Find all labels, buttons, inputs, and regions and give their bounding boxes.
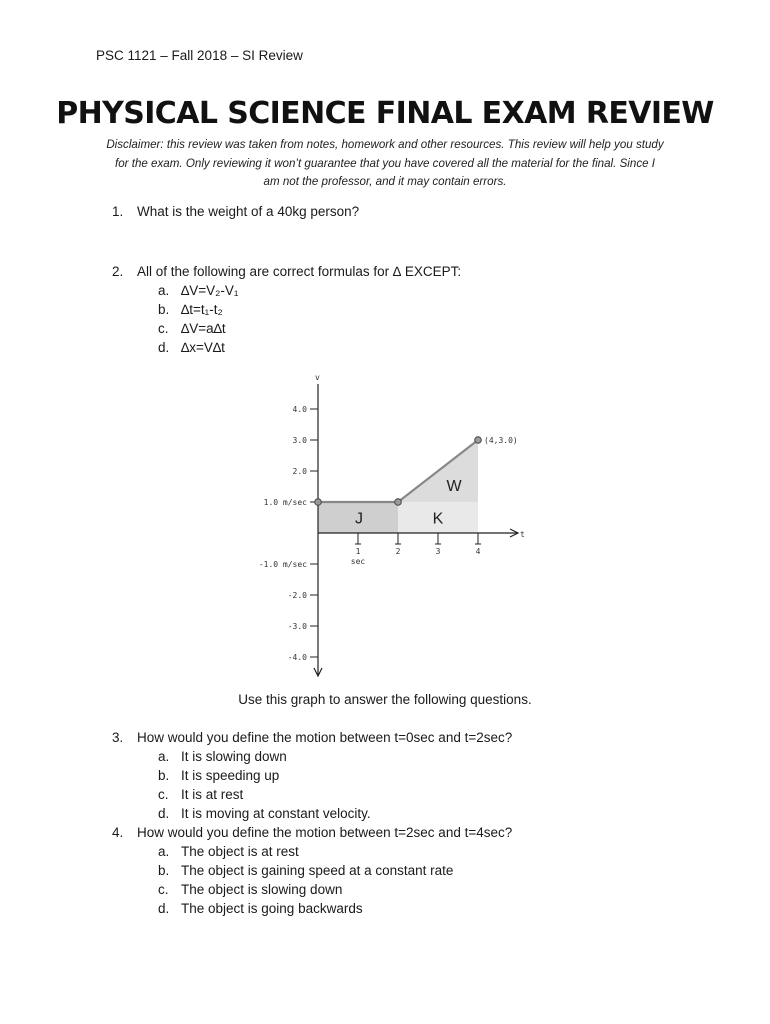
data-point [395,499,402,506]
x-axis-label: t [520,530,525,539]
option-letter: b. [158,302,170,317]
region-label-w: W [446,478,462,495]
option-text: ∆V=a∆t [181,321,226,336]
region-label-j: J [355,510,363,528]
x-tick-label: 4 [475,547,481,556]
option-letter: d. [158,901,170,916]
region-label-k: K [432,510,444,528]
disclaimer-line-2: for the exam. Only reviewing it won’t guarantee that you have covered all the material for the final. Since I [114,156,656,170]
option-letter: b. [158,863,170,878]
y-tick-label: 4.0 [292,405,307,414]
option-text: It is slowing down [181,749,287,764]
option-letter: c. [158,321,169,336]
option-text: ∆x=V∆t [181,340,225,355]
option-letter: c. [158,882,169,897]
question-number: 2. [112,264,124,279]
x-tick-unit: sec [350,557,366,566]
velocity-time-graph [240,366,540,697]
disclaimer-line-1: Disclaimer: this review was taken from notes, homework and other resources. This review will help you study [106,138,664,151]
y-tick-label: 3.0 [292,436,307,445]
option-text: The object is going backwards [181,901,363,916]
x-tick-label: 3 [435,547,441,556]
page-title: PHYSICAL SCIENCE FINAL EXAM REVIEW [56,96,714,131]
disclaimer-line-3: am not the professor, and it may contain errors. [263,175,507,188]
option-text: ∆V=V₂-V₁ [181,283,239,298]
data-point [475,437,482,444]
option-letter: d. [158,806,170,821]
option-text: The object is at rest [181,844,299,859]
point-label: (4,3.0) [484,436,518,445]
y-tick-label: -3.0 [287,622,307,631]
question-number: 1. [112,204,124,219]
y-axis-label: v [315,373,320,382]
option-letter: b. [158,768,170,783]
option-text: The object is slowing down [181,882,343,897]
question-text: How would you define the motion between t=0sec and t=2sec? [137,730,513,745]
x-tick-label: 1 [355,547,361,556]
disclaimer [96,136,674,192]
question-text: All of the following are correct formulas for ∆ EXCEPT: [137,264,462,279]
question-text: What is the weight of a 40kg person? [137,204,360,219]
question-number: 4. [112,825,124,840]
option-letter: a. [158,283,170,298]
option-letter: c. [158,787,169,802]
option-text: It is at rest [181,787,244,802]
x-tick-label: 2 [395,547,401,556]
graph-caption: Use this graph to answer the following questions. [238,692,532,707]
option-text: The object is gaining speed at a constant rate [181,863,454,878]
question-number: 3. [112,730,124,745]
option-letter: a. [158,749,170,764]
data-point [315,499,322,506]
option-text: It is moving at constant velocity. [181,806,371,821]
graph-svg [240,366,540,692]
question-text: How would you define the motion between t=2sec and t=4sec? [137,825,513,840]
option-letter: d. [158,340,170,355]
y-tick-label: 2.0 [292,467,307,476]
y-tick-label: -1.0 m/sec [258,560,307,569]
course-header: PSC 1121 – Fall 2018 – SI Review [96,48,303,63]
y-tick-label: 1.0 m/sec [263,498,307,507]
y-tick-label: -2.0 [287,591,307,600]
y-tick-label: -4.0 [287,653,307,662]
option-text: ∆t=t₁-t₂ [181,302,223,317]
option-text: It is speeding up [181,768,280,783]
option-letter: a. [158,844,170,859]
